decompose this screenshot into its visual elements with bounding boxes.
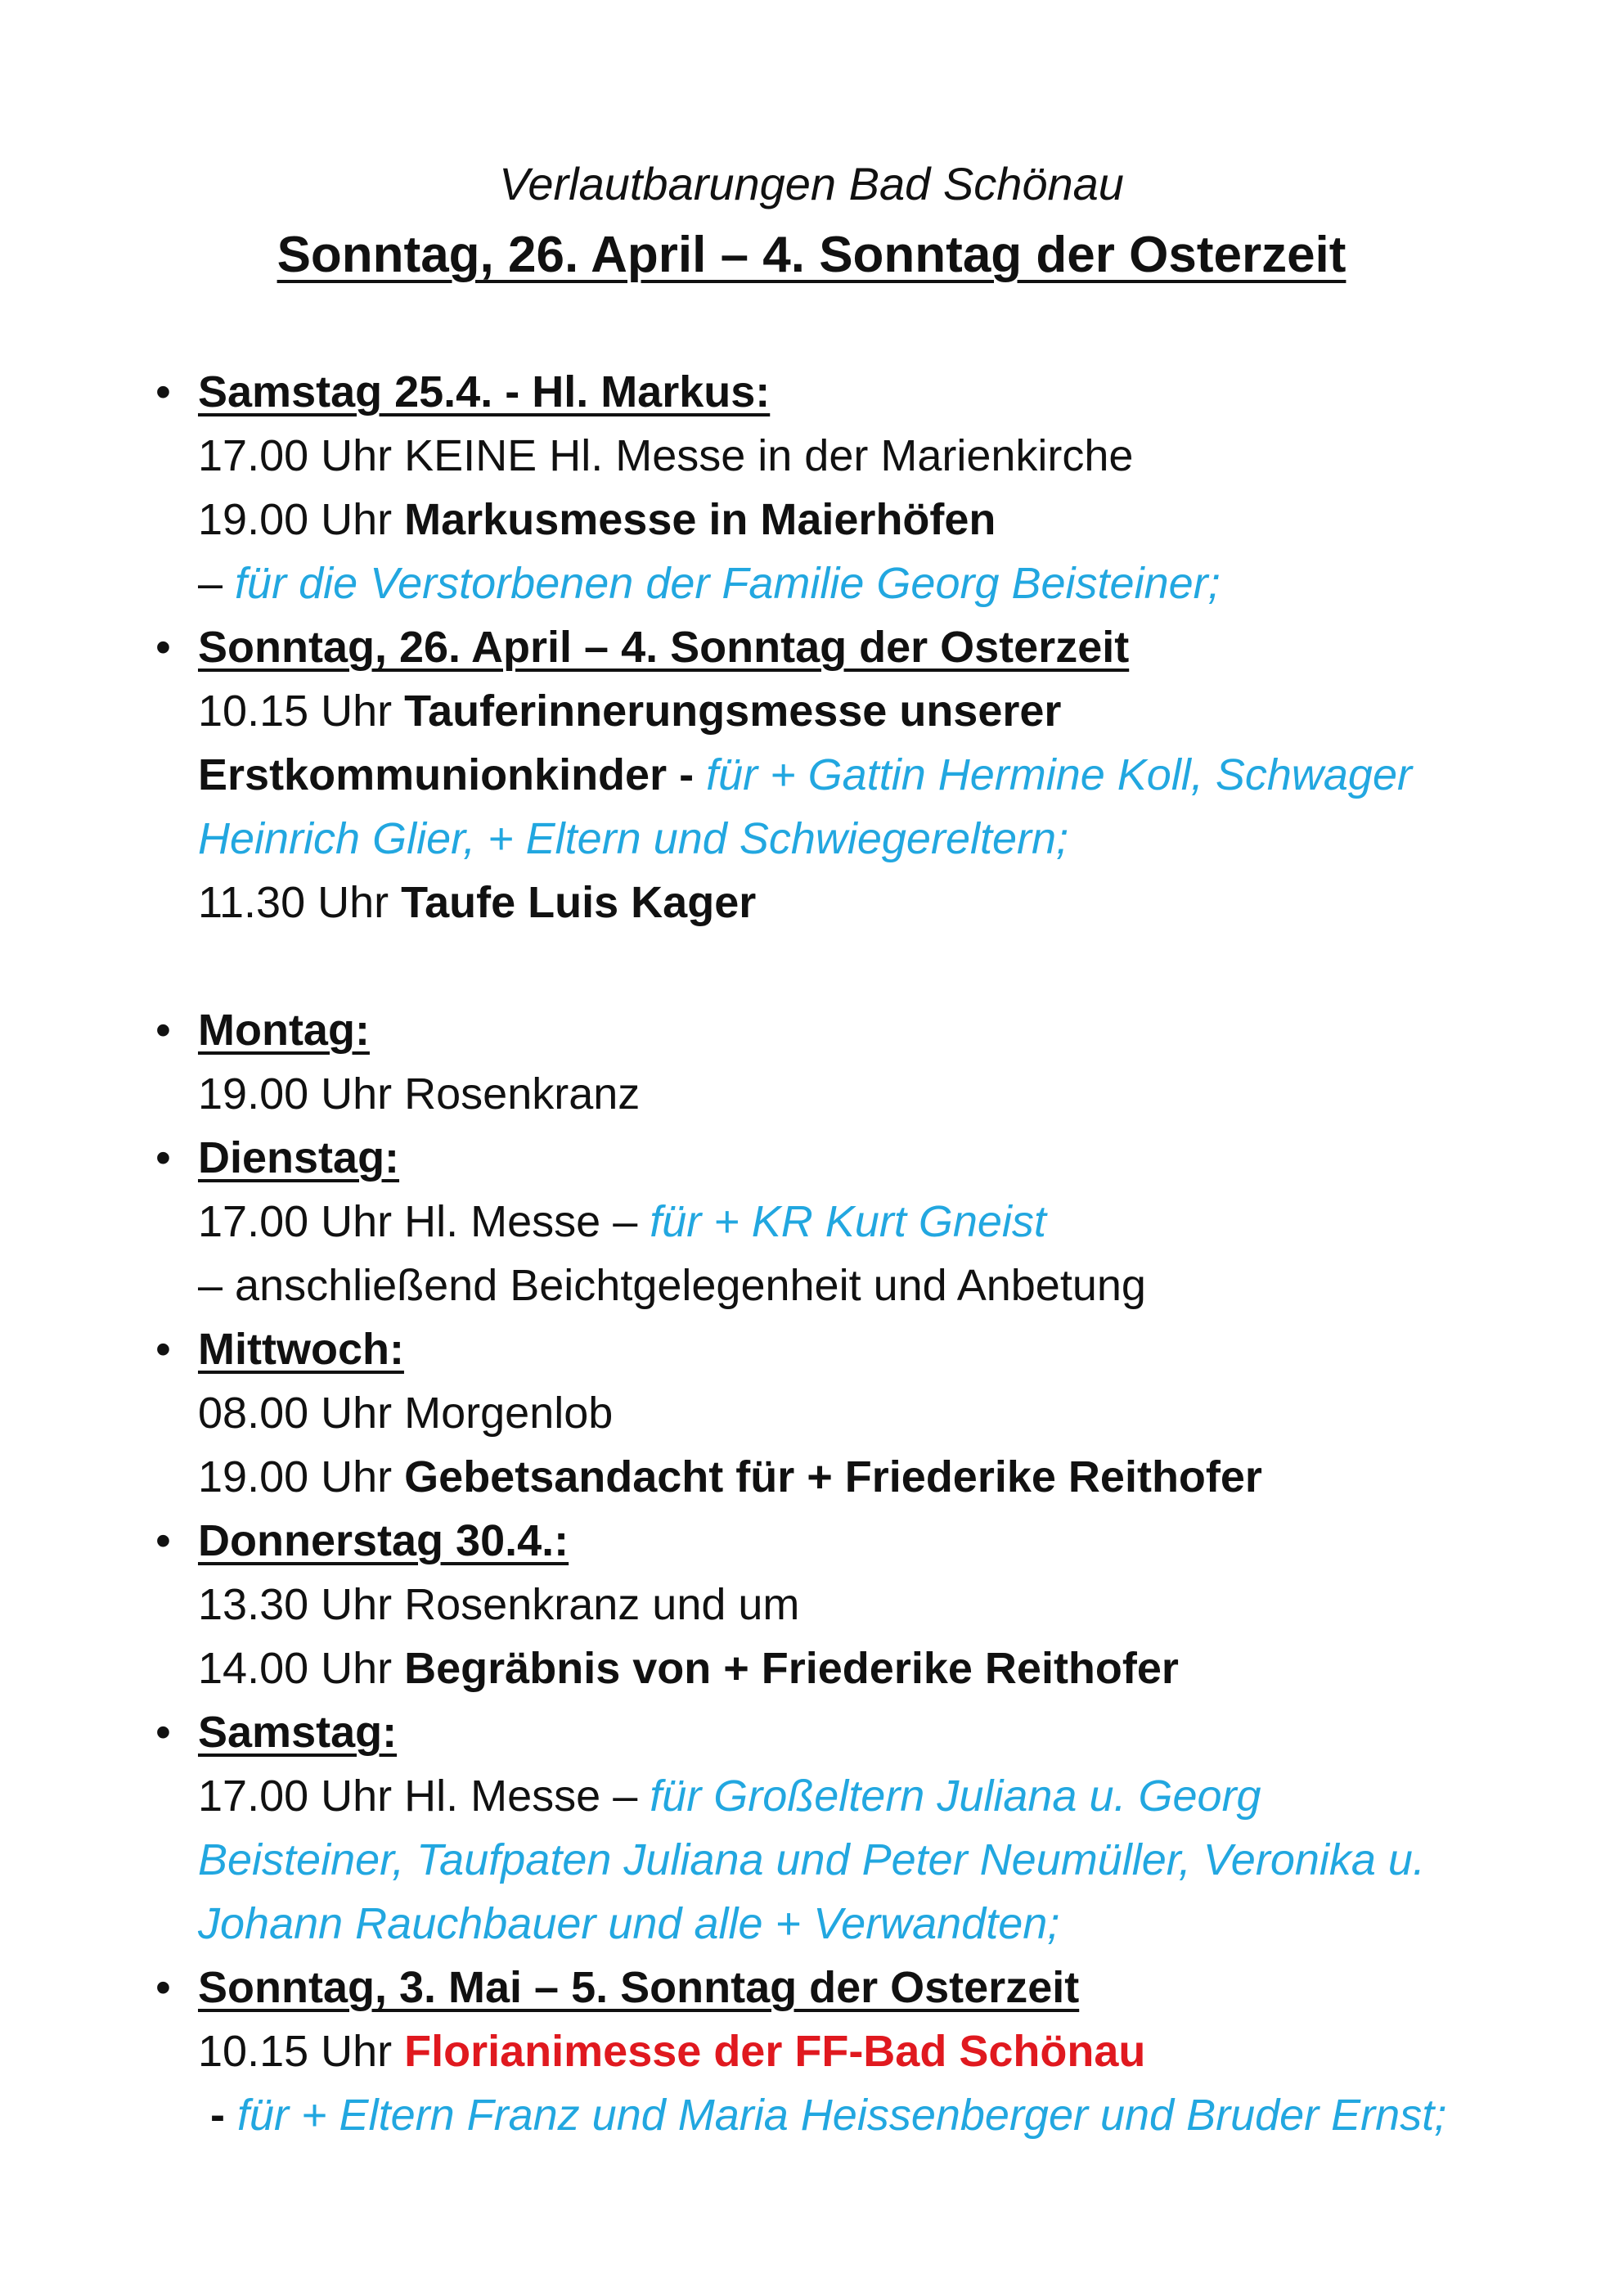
schedule-entry-line <box>198 1190 1589 1254</box>
schedule-day-line <box>155 1509 1589 1573</box>
schedule-item <box>0 1700 1623 1956</box>
schedule-entry-line <box>198 679 1589 743</box>
entry-intention-text: für + Gattin Hermine Koll, Schwager <box>706 750 1412 799</box>
entry-highlight-text: Florianimesse der FF-Bad Schönau <box>404 2027 1146 2076</box>
schedule-day-line <box>155 360 1589 424</box>
bullet-icon: • <box>155 1708 171 1757</box>
entry-bold-text: Taufe Luis Kager <box>401 878 757 927</box>
entry-intention-text: für + KR Kurt Gneist <box>650 1197 1046 1246</box>
entry-text: 17.00 Uhr Hl. Messe – <box>198 1772 650 1821</box>
schedule-item <box>0 1509 1623 1700</box>
schedule-day-line <box>155 615 1589 679</box>
schedule-item <box>0 998 1623 1126</box>
schedule-entry-line <box>198 2083 1589 2147</box>
schedule-entry-line <box>198 424 1589 488</box>
section-spacer <box>0 934 1623 998</box>
entry-bold-text: Erstkommunionkinder - <box>198 750 707 799</box>
entry-bold-text: - <box>198 2091 237 2140</box>
schedule-entry-line <box>198 1062 1589 1126</box>
schedule-day-heading: Samstag: <box>198 1708 398 1757</box>
entry-text: 14.00 Uhr <box>198 1644 405 1693</box>
entry-bold-text: Gebetsandacht für + Friederike Reithofer <box>404 1452 1262 1501</box>
bullet-icon: • <box>155 1963 171 2012</box>
entry-intention-text: Johann Rauchbauer und alle + Verwandten; <box>198 1899 1060 1948</box>
entry-text: 13.30 Uhr Rosenkranz und um <box>198 1580 800 1629</box>
entry-text: 17.00 Uhr KEINE Hl. Messe in der Marienkirche <box>198 431 1134 480</box>
schedule-day-line <box>155 1317 1589 1381</box>
schedule-entry-line <box>198 1573 1589 1636</box>
schedule-entry-line <box>198 488 1589 551</box>
entry-text: 11.30 Uhr <box>198 878 402 927</box>
entry-intention-text: für die Verstorbenen der Familie Georg Beisteiner; <box>235 559 1221 608</box>
entry-text: 17.00 Uhr Hl. Messe – <box>198 1197 650 1246</box>
entry-text: – anschließend Beichtgelegenheit und Anbetung <box>198 1261 1146 1310</box>
schedule-entry-line <box>198 1636 1589 1700</box>
schedule-day-line <box>155 1126 1589 1190</box>
entry-text: 10.15 Uhr <box>198 687 405 736</box>
entry-text: – <box>198 559 236 608</box>
schedule-day-heading: Montag: <box>198 1006 370 1055</box>
entry-text: 19.00 Uhr <box>198 1452 405 1501</box>
bullet-icon: • <box>155 1133 171 1182</box>
schedule-day-heading: Mittwoch: <box>198 1325 404 1374</box>
schedule-item <box>0 1126 1623 1317</box>
entry-text: 19.00 Uhr Rosenkranz <box>198 1069 641 1119</box>
schedule-day-heading: Sonntag, 26. April – 4. Sonntag der Osterzeit <box>198 623 1130 672</box>
document-title <box>0 226 1623 284</box>
bullet-icon: • <box>155 623 171 672</box>
schedule-day-line <box>155 998 1589 1062</box>
schedule-entry-line <box>198 743 1589 807</box>
schedule-day-heading: Donnerstag 30.4.: <box>198 1516 569 1565</box>
schedule-entry-line <box>198 1764 1589 1828</box>
schedule-item <box>0 615 1623 934</box>
entry-text: 08.00 Uhr Morgenlob <box>198 1389 614 1438</box>
schedule-entry-line <box>198 2019 1589 2083</box>
schedule-entry-line <box>198 1445 1589 1509</box>
schedule-entry-line <box>198 1892 1589 1956</box>
entry-text: 10.15 Uhr <box>198 2027 405 2076</box>
schedule-entry-line <box>198 1828 1589 1892</box>
schedule-day-line <box>155 1700 1589 1764</box>
bullet-icon: • <box>155 1325 171 1374</box>
schedule-entry-line <box>198 1381 1589 1445</box>
schedule-entry-line <box>198 807 1589 871</box>
bullet-icon: • <box>155 1516 171 1565</box>
entry-bold-text: Tauferinnerungsmesse unserer <box>404 687 1062 736</box>
schedule-entry-line <box>198 551 1589 615</box>
schedule-entry-line <box>198 1254 1589 1317</box>
entry-intention-text: für Großeltern Juliana u. Georg <box>650 1772 1261 1821</box>
schedule-item <box>0 1956 1623 2147</box>
entry-text: 19.00 Uhr <box>198 495 405 544</box>
schedule-day-line <box>155 1956 1589 2019</box>
entry-intention-text: für + Eltern Franz und Maria Heissenberger und Bruder Ernst; <box>237 2091 1447 2140</box>
entry-bold-text: Begräbnis von + Friederike Reithofer <box>404 1644 1179 1693</box>
entry-bold-text: Markusmesse in Maierhöfen <box>404 495 996 544</box>
bullet-icon: • <box>155 1006 171 1055</box>
document-subtitle: Verlautbarungen Bad Schönau <box>499 158 1124 209</box>
entry-intention-text: Beisteiner, Taufpaten Juliana und Peter Neumüller, Veronika u. <box>198 1835 1425 1884</box>
schedule-day-heading: Dienstag: <box>198 1133 400 1182</box>
schedule-day-heading: Sonntag, 3. Mai – 5. Sonntag der Osterzeit <box>198 1963 1080 2012</box>
schedule-item <box>0 360 1623 615</box>
schedule-list <box>0 360 1623 2147</box>
schedule-day-heading: Samstag 25.4. - Hl. Markus: <box>198 367 771 416</box>
schedule-entry-line <box>198 871 1589 934</box>
schedule-item <box>0 1317 1623 1509</box>
bullet-icon: • <box>155 367 171 416</box>
document-title-text: Sonntag, 26. April – 4. Sonntag der Osterzeit <box>276 227 1347 283</box>
entry-intention-text: Heinrich Glier, + Eltern und Schwiegereltern; <box>198 814 1069 863</box>
